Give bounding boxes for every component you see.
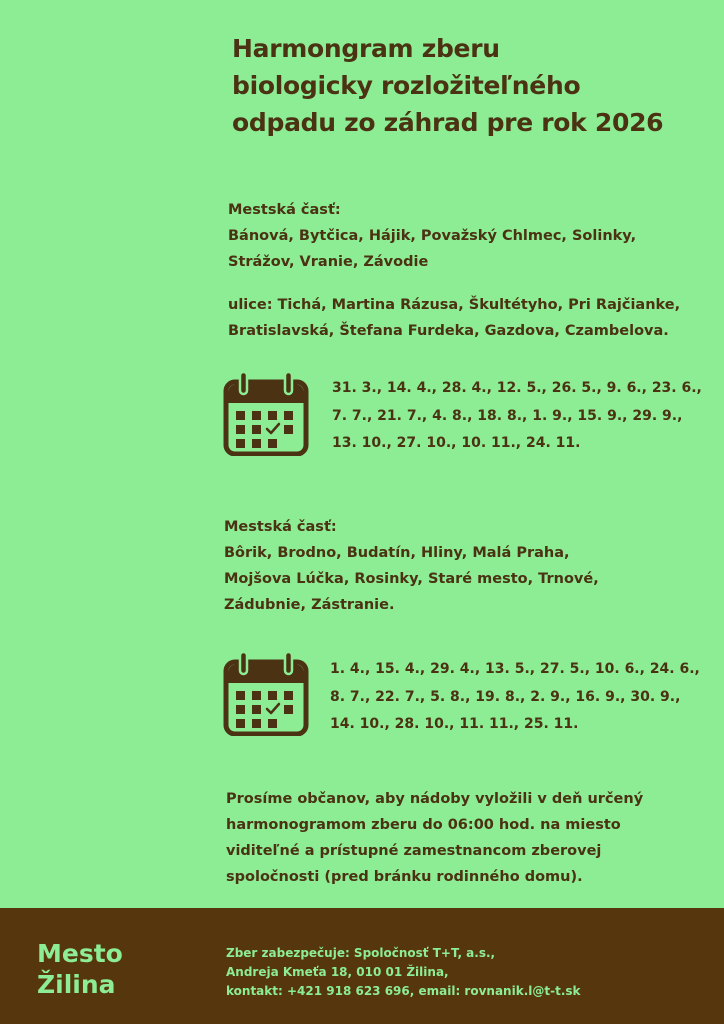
- section1-street-line: ulice: Tichá, Martina Rázusa, Škultétyho, Pri Rajčianke,: [228, 297, 681, 313]
- footer: [0, 908, 724, 1024]
- section2-area-line: Mojšova Lúčka, Rosinky, Staré mesto, Trnové,: [224, 571, 599, 587]
- logo-line: Mesto: [37, 939, 123, 968]
- contact-line: Zber zabezpečuje: Spoločnosť T+T, a.s.,: [226, 946, 496, 960]
- calendar-check-icon: [223, 650, 309, 736]
- section2-area-line: Zádubnie, Zástranie.: [224, 597, 395, 613]
- title-line: odpadu zo záhrad pre rok 2026: [232, 108, 664, 137]
- section1-area-line: Bánová, Bytčica, Hájik, Považský Chlmec, Solinky,: [228, 228, 637, 244]
- page-title: [232, 30, 702, 141]
- section2-areas: [224, 514, 599, 618]
- section2-date-line: 14. 10., 28. 10., 11. 11., 25. 11.: [330, 716, 579, 732]
- section1-date-line: 31. 3., 14. 4., 28. 4., 12. 5., 26. 5., 9. 6., 23. 6.,: [332, 380, 702, 396]
- city-logo: [37, 938, 123, 1000]
- section1-date-line: 13. 10., 27. 10., 10. 11., 24. 11.: [332, 435, 581, 451]
- section1-streets: [228, 292, 680, 344]
- notice-line: harmonogramom zberu do 06:00 hod. na miesto: [226, 817, 621, 833]
- section2-heading: Mestská časť:: [224, 519, 337, 535]
- contact-info: [226, 944, 581, 1001]
- notice-line: spoločnosti (pred bránku rodinného domu).: [226, 869, 583, 885]
- notice-line: viditeľné a prístupné zamestnancom zberovej: [226, 843, 602, 859]
- section1-date-line: 7. 7., 21. 7., 4. 8., 18. 8., 1. 9., 15. 9., 29. 9.,: [332, 407, 683, 424]
- contact-line: Andreja Kmeťa 18, 010 01 Žilina,: [226, 965, 449, 979]
- section2-area-line: Bôrik, Brodno, Budatín, Hliny, Malá Praha,: [224, 545, 570, 561]
- title-line: Harmongram zberu: [232, 34, 500, 63]
- logo-line: Žilina: [37, 970, 116, 999]
- section1-street-line: Bratislavská, Štefana Furdeka, Gazdova, Czambelova.: [228, 323, 669, 339]
- section2-date-line: 1. 4., 15. 4., 29. 4., 13. 5., 27. 5., 10. 6., 24. 6.,: [330, 661, 700, 677]
- section1-areas: [228, 197, 636, 275]
- section1-area-line: Strážov, Vranie, Závodie: [228, 254, 429, 270]
- notice-line: Prosíme občanov, aby nádoby vyložili v deň určený: [226, 791, 644, 807]
- section1-heading: Mestská časť:: [228, 202, 341, 218]
- notice: [226, 786, 643, 890]
- section2-date-line: 8. 7., 22. 7., 5. 8., 19. 8., 2. 9., 16. 9., 30. 9.,: [330, 688, 681, 705]
- section2-dates: [330, 656, 700, 739]
- section1-dates: [332, 375, 702, 458]
- contact-line: kontakt: +421 918 623 696, email: rovnanik.l@t-t.sk: [226, 984, 581, 998]
- title-line: biologicky rozložiteľného: [232, 71, 581, 100]
- calendar-check-icon: [223, 370, 309, 456]
